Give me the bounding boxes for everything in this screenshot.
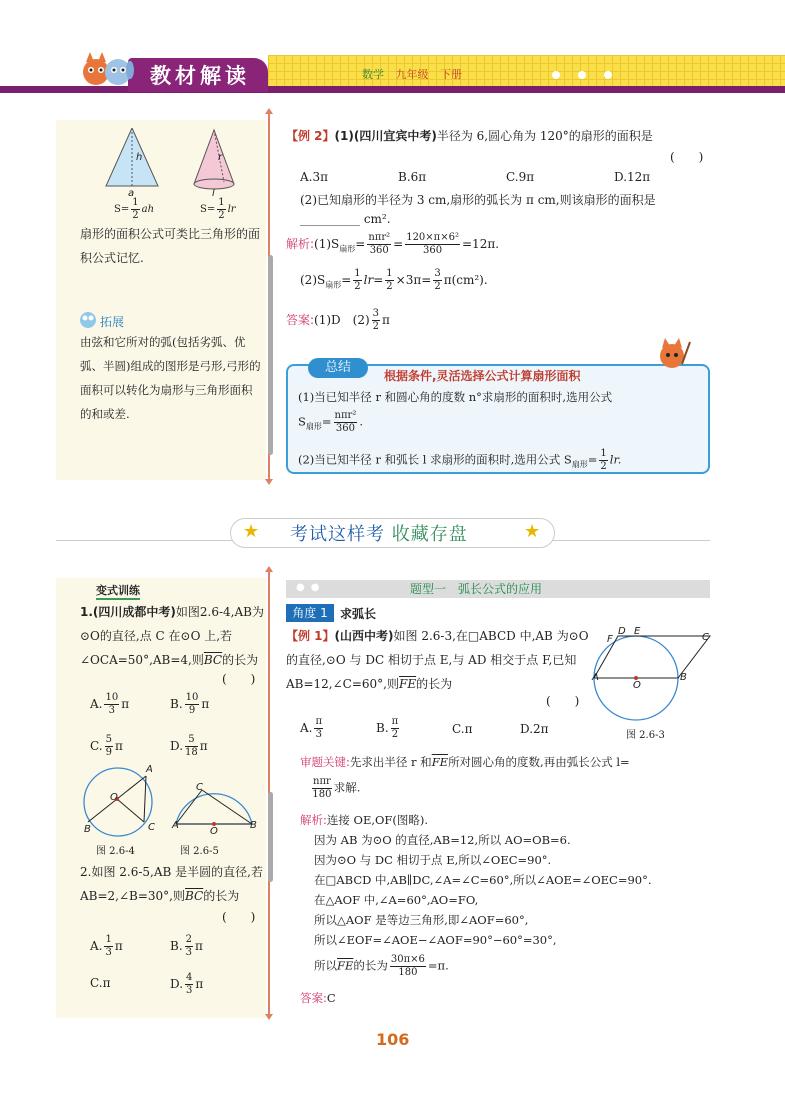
cone1-a-label: a (128, 188, 135, 199)
example1-bracket: ( ) (546, 694, 580, 708)
example1-solution-4: 在△AOF 中,∠A=60°,AO=FO, (314, 893, 479, 907)
example1-answer: 答案:C (300, 991, 336, 1005)
variant-training-label: 变式训练 (96, 582, 140, 600)
star-icon: ★ (243, 521, 260, 542)
header-title: 教材解读 (150, 64, 250, 88)
cone1-h-label: h (136, 152, 143, 163)
cone2-r-label: r (218, 152, 223, 163)
header-grade: 九年级 (395, 68, 429, 81)
triangle-area-formula: S= $\frac{1}{2}$ ah (114, 197, 155, 221)
fig3-label-c: C (702, 632, 709, 643)
figure-2-6-3-caption: 图 2.6-3 (626, 730, 665, 741)
header-subtitle (362, 66, 462, 82)
example2-solution-1: 解析$:(1)S_{扇形}=$ $\frac{\text{nπr²}}{360}$ = $\frac{\text{120×π×6²}}{360}$ =12π. (286, 232, 500, 256)
example1-solution-6: 所以∠EOF=∠AOE−∠AOF=90°−60°=30°, (314, 933, 557, 947)
summary-tab: 总结 (308, 358, 368, 378)
example1-option-b: B. $\frac{\pi}{2}$ (376, 716, 399, 740)
cone2-l-label: l (212, 188, 215, 199)
variant-q1-option-a: A. $\frac{10}{3}$ π (90, 692, 130, 716)
type-bar-dots-icon: ●● (296, 582, 326, 593)
variant-q1-option-d: D. $\frac{5}{18}$ π (170, 734, 208, 758)
fig4-label-a: A (146, 764, 153, 775)
example2-option-a: A.3π (300, 170, 329, 184)
fox-mascot-icon (652, 336, 692, 372)
header-dot-icon (604, 71, 612, 79)
scrollbar-thumb[interactable] (268, 255, 273, 455)
variant-q1-option-c: C. $\frac{5}{9}$ π (90, 734, 123, 758)
fig5-label-o: O (210, 826, 218, 837)
example2-answer: 答案:(1)D (2) $\frac{3}{2}$ π (286, 308, 390, 332)
example2-part2: (2)已知扇形的半径为 3 cm,扇形的弧长为 π cm,则该扇形的面积是 (300, 193, 656, 207)
star-icon: ★ (524, 521, 541, 542)
variant-q2: 2.如图 2.6-5,AB 是半圆的直径,若 AB=2,∠B=30°,则$\overline{BC}$的长为 (80, 865, 263, 903)
example1-key-formula: $\frac{\text{nπr}}{180}$ 求解. (312, 776, 361, 800)
variant-q2-bracket: ( ) (222, 910, 256, 924)
sector-area-formula: S= $\frac{1}{2}$ lr (200, 197, 236, 221)
variant-q2-option-a: A. $\frac{1}{3}$ π (90, 934, 123, 958)
variant-q2-option-d: D. $\frac{4}{3}$ π (170, 972, 204, 996)
angle-title: 求弧长 (340, 607, 377, 621)
fig4-label-c: C (148, 822, 155, 833)
fig3-label-f: F (607, 634, 613, 645)
example1-solution-7: 所以$\overline{FE}$的长为 $\frac{30\pi\times 6}{180}$ =π. (314, 954, 449, 978)
extend-label: 拓展 (100, 315, 125, 329)
header-subject: 数学 (362, 68, 384, 81)
summary-formula1: $S_{扇形}=$ $\frac{\text{nπr²}}{360}$ . (298, 410, 363, 434)
fig5-label-b: B (250, 820, 257, 831)
fig4-label-o: O (110, 792, 118, 803)
scrollbar-thumb[interactable] (268, 792, 273, 882)
summary-title: 根据条件,灵活选择公式计算扇形面积 (384, 369, 581, 383)
example2-option-c: C.9π (506, 170, 535, 184)
variant-q1-bracket: ( ) (222, 672, 256, 686)
header-dot-icon (552, 71, 560, 79)
variant-q1-option-b: B. $\frac{10}{9}$ π (170, 692, 210, 716)
example2-option-b: B.6π (398, 170, 427, 184)
angle-tag: 角度 1 (286, 604, 334, 622)
fig5-label-a: A (172, 820, 179, 831)
example1-solution-5: 所以△AOF 是等边三角形,即∠AOF=60°, (314, 913, 529, 927)
header-dot-icon (578, 71, 586, 79)
summary-line1: (1)当已知半径 r 和圆心角的度数 n°求扇形的面积时,选用公式 (298, 390, 613, 404)
header-grid-strip (268, 55, 785, 86)
example1-solution-1: 因为 AB 为⊙O 的直径,AB=12,所以 AO=OB=6. (314, 833, 571, 847)
fig3-label-b: B (680, 672, 687, 683)
example2-blank: __________ cm². (300, 212, 391, 226)
banner-title: 考试这样考 收藏存盘 (290, 524, 468, 545)
example2-question: 【例 2】(1)(四川宜宾中考)半径为 6,圆心角为 120°的扇形的面积是 (286, 129, 653, 143)
variant-q2-option-b: B. $\frac{2}{3}$ π (170, 934, 203, 958)
example1-option-a: A. $\frac{\pi}{3}$ (300, 716, 323, 740)
example1-solution-3: 在□ABCD 中,AB∥DC,∠A=∠C=60°,所以∠AOE=∠OEC=90°. (314, 873, 652, 887)
example1-solution-0: 解析:连接 OE,OF(图略). (300, 813, 429, 827)
fig4-label-b: B (84, 824, 91, 835)
example1-key-point: 审题关键:先求出半径 r 和$\overline{FE}$所对圆心角的度数,再由弧长公式 l= (300, 755, 630, 769)
fig4-caption: 图 2.6-4 (96, 846, 135, 857)
variant-q1: 1.(四川成都中考)如图2.6-4,AB为⊙O的直径,点 C 在⊙O 上,若∠OCA=50°,AB=4,则$\overline{BC}$的长为 (80, 605, 264, 667)
divider-arrow-down-icon (265, 479, 273, 485)
extend-owl-icon (78, 308, 98, 330)
fig3-label-d: D (618, 626, 626, 637)
header-volume: 下册 (440, 68, 462, 81)
side-note-text: 扇形的面积公式可类比三角形的面积公式记忆. (80, 227, 261, 265)
summary-line2: (2)当已知半径 r 和弧长 l 求扇形的面积时,选用公式 $S_{扇形}=$ $\frac{1}{2}$ lr. (298, 448, 622, 472)
question-type-title: 题型一 弧长公式的应用 (410, 582, 543, 596)
fig3-label-a: A (592, 672, 599, 683)
variant-q2-option-c: C.π (90, 976, 111, 990)
divider-arrow-up-icon (265, 566, 273, 572)
example1-solution-2: 因为⊙O 与 DC 相切于点 E,所以∠OEC=90°. (314, 853, 552, 867)
fig3-label-e: E (634, 626, 641, 637)
mascot-animals-icon (78, 50, 134, 90)
page-number: 106 (376, 1030, 410, 1049)
example1-option-d: D.2π (520, 722, 549, 736)
fig5-caption: 图 2.6-5 (180, 846, 219, 857)
example1-option-c: C.π (452, 722, 473, 736)
extend-text: 由弦和它所对的弧(包括劣弧、优弧、半圆)组成的图形是弓形,弓形的面积可以转化为扇形与三角形面积的和或差. (80, 335, 261, 421)
example2-solution-2: $(2)S_{扇形}=$ $\frac{1}{2}$ lr= $\frac{1}{2}$ ×3π= $\frac{3}{2}$ π(cm²). (300, 268, 488, 292)
divider-arrow-down-icon (265, 1014, 273, 1020)
example2-answer-bracket: ( ) (670, 150, 704, 164)
fig3-label-o: O (633, 680, 641, 691)
divider-arrow-up-icon (265, 108, 273, 114)
example2-option-d: D.12π (614, 170, 651, 184)
example1-question: 【例 1】(山西中考)如图 2.6-3,在□ABCD 中,AB 为⊙O 的直径,⊙O 与 DC 相切于点 E,与 AD 相交于点 F,已知 AB=12,∠C=60°,则$\overline{FE}$的长为 (286, 629, 589, 691)
fig5-label-c: C (196, 782, 203, 793)
